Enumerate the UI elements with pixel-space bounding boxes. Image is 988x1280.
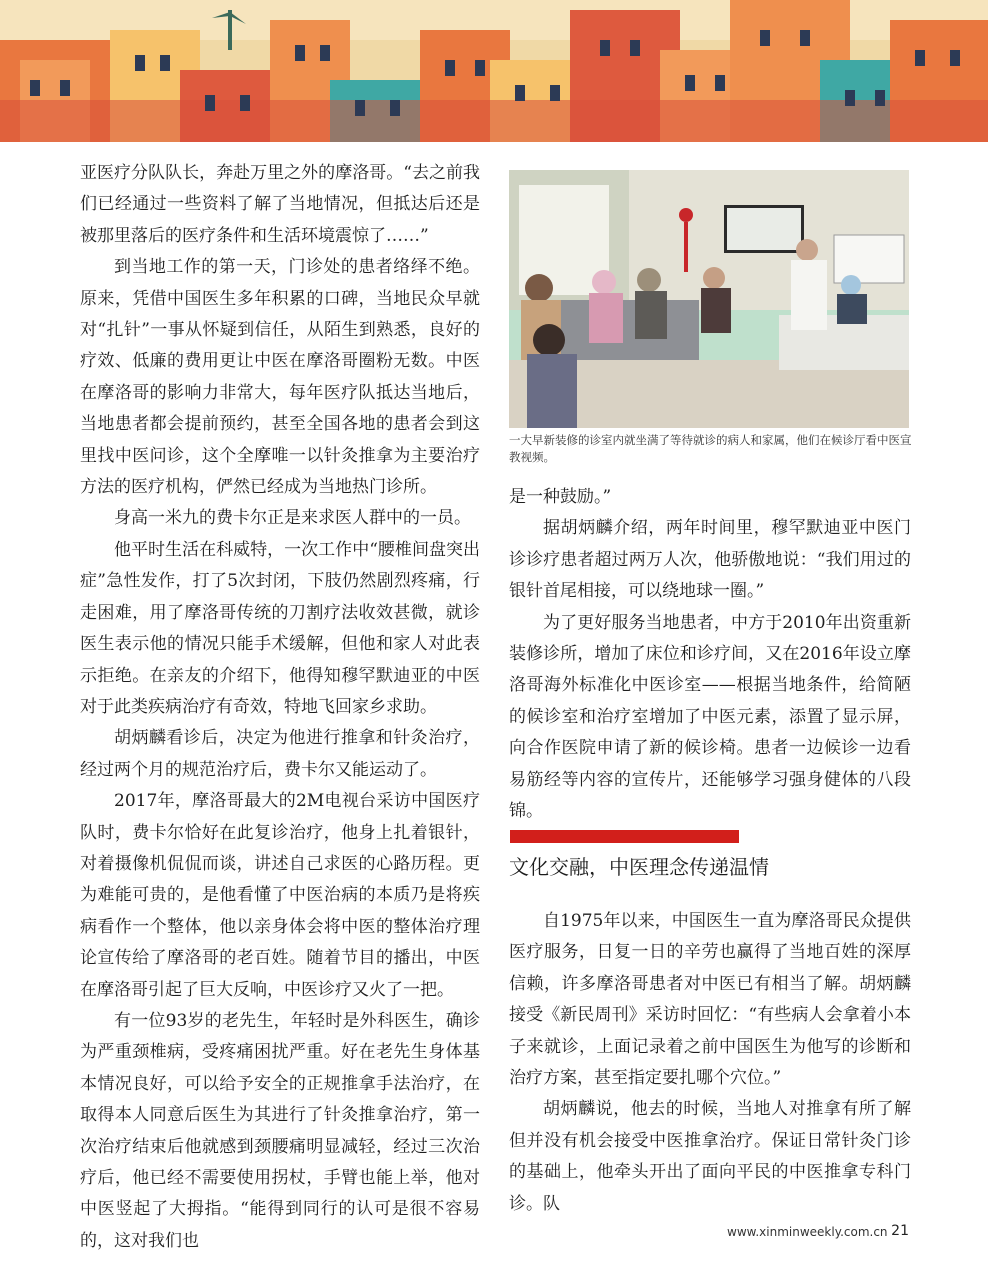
paragraph: 胡炳麟看诊后，决定为他进行推拿和针灸治疗，经过两个月的规范治疗后，费卡尔又能运动了。 — [80, 728, 480, 780]
paragraph: 据胡炳麟介绍，两年时间里，穆罕默迪亚中医门诊诊疗患者超过两万人次，他骄傲地说：“我们用过的银针首尾相接，可以绕地球一圈。” — [509, 518, 911, 602]
paragraph: 为了更好服务当地患者，中方于2010年出资重新装修诊所，增加了床位和诊疗间，又在2016年设立摩洛哥海外标准化中医诊室——根据当地条件，给简陋的候诊室和治疗室增加了中医元素，添置了显示屏，向合作医院申请了新的候诊椅。患者一边候诊一边看易筋经等内容的宣传片，还能够学习强身健体的八段锦。 — [509, 612, 911, 822]
header-illustration — [0, 0, 988, 142]
paragraph: 亚医疗分队队长，奔赴万里之外的摩洛哥。“去之前我们已经通过一些资料了解了当地情况，但抵达后还是被那里落后的医疗条件和生活环境震惊了……” — [80, 163, 480, 246]
paragraph: 身高一米九的费卡尔正是来求医人群中的一员。 — [114, 508, 471, 529]
right-column-top — [509, 482, 911, 827]
paragraph: 他平时生活在科威特，一次工作中“腰椎间盘突出症”急性发作，打了5次封闭，下肢仍然剧烈疼痛，行走困难，用了摩洛哥传统的刀割疗法收效甚微，就诊医生表示他的情况只能手术缓解，但他和家人对此表示拒绝。在亲友的介绍下，他得知穆罕默迪亚的中医对于此类疾病治疗有奇效，特地飞回家乡求助。 — [80, 539, 480, 717]
section-accent-bar — [510, 830, 739, 843]
page-footer — [727, 1222, 917, 1242]
right-column-bottom — [509, 906, 911, 1220]
clinic-photo — [509, 170, 909, 428]
paragraph: 是一种鼓励。” — [509, 487, 612, 507]
paragraph: 到当地工作的第一天，门诊处的患者络绎不绝。原来，凭借中国医生多年积累的口碑，当地民众早就对“扎针”一事从怀疑到信任，从陌生到熟悉，良好的疗效、低廉的费用更让中医在摩洛哥圈粉无数。中医在摩洛哥的影响力非常大，每年医疗队抵达当地后，当地患者都会提前预约，甚至全国各地的患者会到这里找中医问诊，这个全摩唯一以针灸推拿为主要治疗方法的医疗机构，俨然已经成为当地热门诊所。 — [80, 257, 480, 498]
paragraph: 胡炳麟说，他去的时候，当地人对推拿有所了解但并没有机会接受中医推拿治疗。保证日常针灸门诊的基础上，他牵头开出了面向平民的中医推拿专科门诊。队 — [509, 1099, 911, 1214]
page-number: 21 — [891, 1223, 909, 1239]
paragraph: 2017年，摩洛哥最大的2M电视台采访中国医疗队时，费卡尔恰好在此复诊治疗，他身上扎着银针，对着摄像机侃侃而谈，讲述自己求医的心路历程。更为难能可贵的，是他看懂了中医治病的本质乃是将疾病看作一个整体，他以亲身体会将中医的整体治疗理论宣传给了摩洛哥的老百姓。随着节目的播出，中医在摩洛哥引起了巨大反响，中医诊疗又火了一把。 — [80, 791, 480, 1000]
section-heading: 文化交融，中医理念传递温情 — [509, 855, 769, 879]
footer-url: www.xinminweekly.com.cn — [727, 1225, 888, 1239]
left-column — [80, 158, 480, 1257]
paragraph: 自1975年以来，中国医生一直为摩洛哥民众提供医疗服务，日复一日的辛劳也赢得了当地百姓的深厚信赖，许多摩洛哥患者对中医已有相当了解。胡炳麟接受《新民周刊》采访时回忆：“有些病人会拿着小本子来就诊，上面记录着之前中国医生为他写的诊断和治疗方案，甚至指定要扎哪个穴位。” — [509, 911, 911, 1089]
paragraph: 有一位93岁的老先生，年轻时是外科医生，确诊为严重颈椎病，受疼痛困扰严重。好在老先生身体基本情况良好，可以给予安全的正规推拿手法治疗，在取得本人同意后医生为其进行了针灸推拿治疗，第一次治疗结束后他就感到颈腰痛明显减轻，经过三次治疗后，他已经不需要使用拐杖，手臂也能上举，他对中医竖起了大拇指。“能得到同行的认可是很不容易的，这对我们也 — [80, 1010, 480, 1251]
photo-caption: 一大早新装修的诊室内就坐满了等待就诊的病人和家属，他们在候诊厅看中医宣教视频。 — [509, 433, 912, 464]
